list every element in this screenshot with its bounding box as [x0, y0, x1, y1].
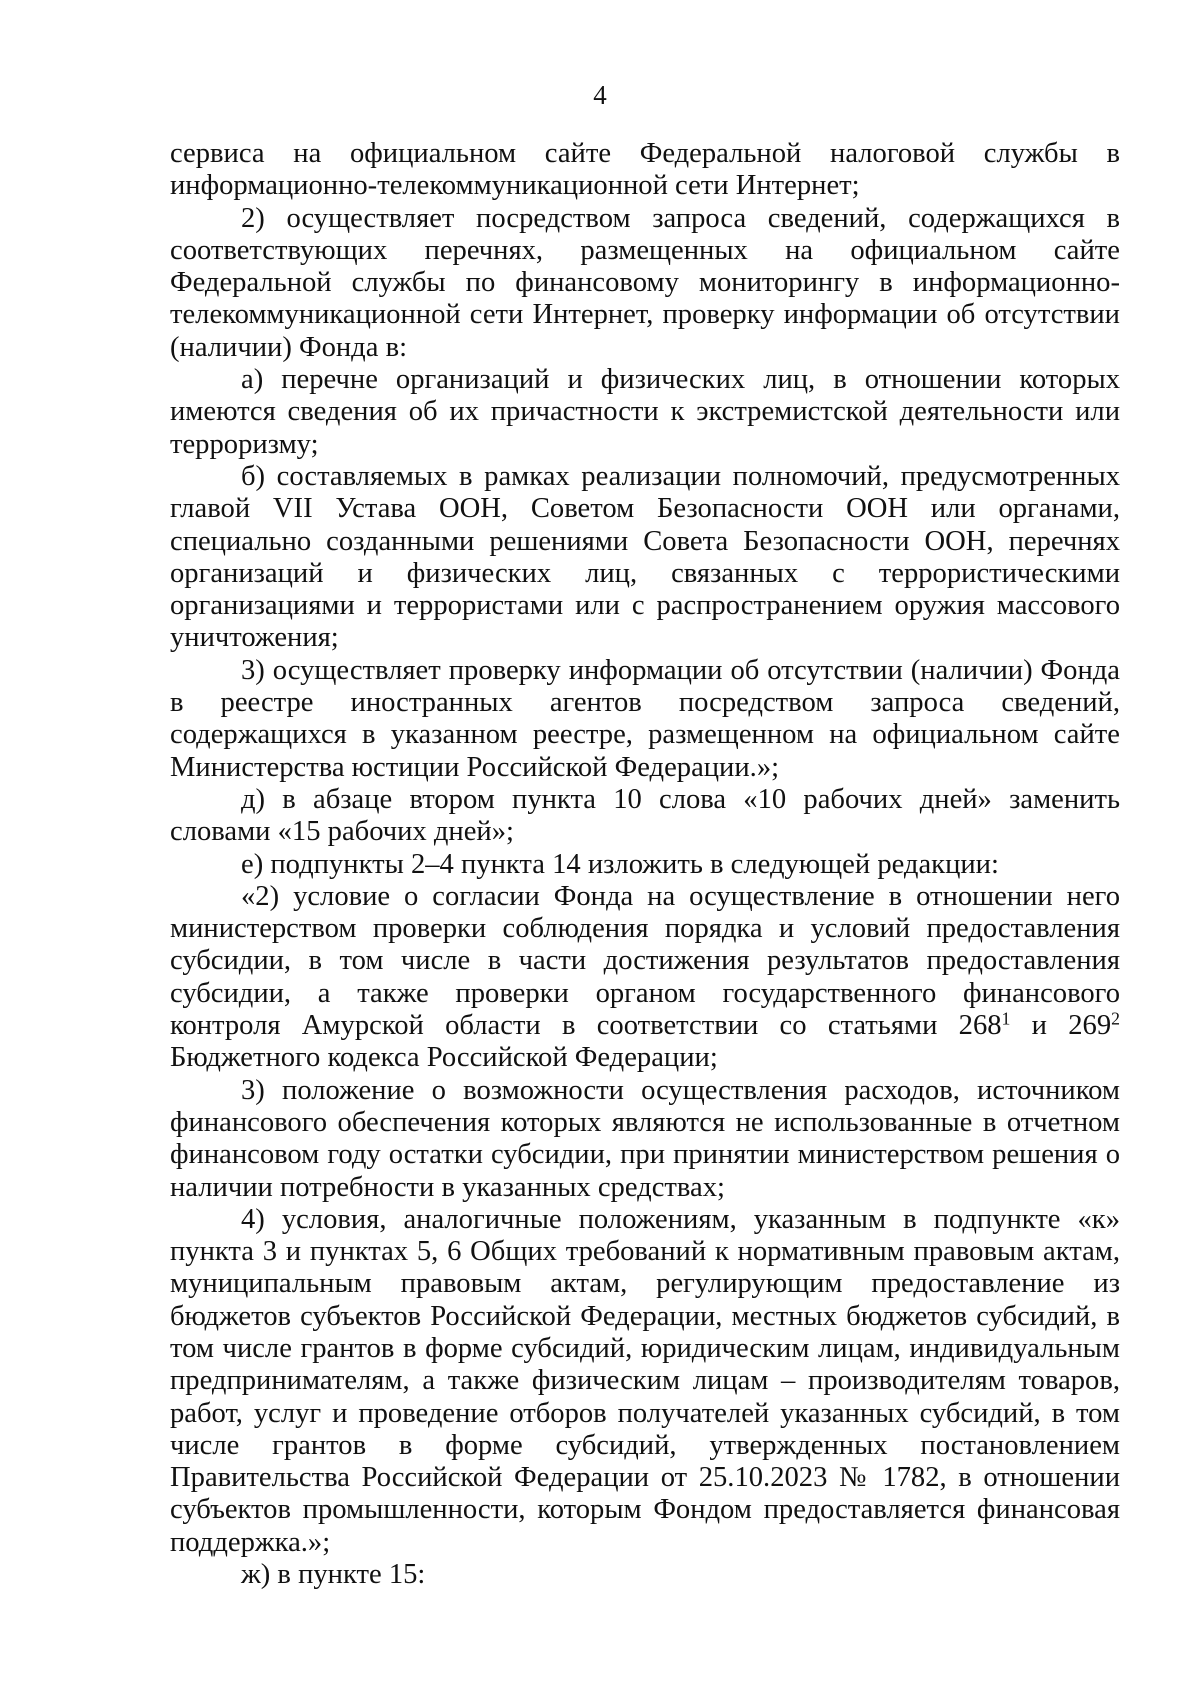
paragraph-continuation: сервиса на официальном сайте Федеральной налоговой службы в информационно-телекоммуникационной сети Интернет;	[170, 138, 1120, 202]
paragraph-item-2: 2) осуществляет посредством запроса сведений, содержащихся в соответствующих перечнях, размещенных на официальном сайте Федеральной службы по финансовому мониторингу в информационно-телекоммуникационной сети Интернет, проверку информации об отсутствии (наличии) Фонда в:	[170, 202, 1120, 363]
paragraph-subitem-a: а) перечне организаций и физических лиц, в отношении которых имеются сведения об их причастности к экстремистской деятельности или терроризму;	[170, 364, 1120, 460]
paragraph-quoted-item-4: 4) условия, аналогичные положениям, указанным в подпункте «к» пункта 3 и пунктах 5, 6 Общих требований к нормативным правовым актам, муниципальным правовым актам, регулирующим предоставление из бюджетов субъектов Российской Федерации, местных бюджетов субсидий, в том числе грантов в форме субсидий, юридическим лицам, индивидуальным предпринимателям, а также физическим лицам – производителям товаров, работ, услуг и проведение отборов получателей указанных субсидий, в том числе грантов в форме субсидий, утвержденных постановлением Правительства Российской Федерации от 25.10.2023 № 1782, в отношении субъектов промышленности, которым Фондом предоставляется финансовая поддержка.»;	[170, 1203, 1120, 1558]
paragraph-subitem-d: д) в абзаце втором пункта 10 слова «10 рабочих дней» заменить словами «15 рабочих дней»;	[170, 783, 1120, 848]
superscript-article-269: 2	[1111, 1008, 1120, 1029]
paragraph-subitem-b: б) составляемых в рамках реализации полномочий, предусмотренных главой VII Устава ООН, Советом Безопасности ООН или органами, специально созданными решениями Совета Безопасности ООН, перечнях организаций и физических лиц, связанных с террористическими организациями и террористами или с распространением оружия массового уничтожения;	[170, 460, 1120, 654]
paragraph-text: «2) условие о согласии Фонда на осуществление в отношении него министерством проверки соблюдения порядка и условий предоставления субсидии, в том числе в части достижения результатов предоставления субсидии, а также проверки органом государственного финансового контроля Амурской области в соответствии со статьями 268	[170, 880, 1120, 1042]
paragraph-quoted-item-3: 3) положение о возможности осуществления расходов, источником финансового обеспечения которых являются не использованные в отчетном финансовом году остатки субсидии, при принятии министерством решения о наличии потребности в указанных средствах;	[170, 1074, 1120, 1203]
document-body	[170, 138, 1120, 1591]
page-number: 4	[593, 80, 607, 110]
paragraph-subitem-e: е) подпункты 2–4 пункта 14 изложить в следующей редакции:	[241, 848, 999, 880]
paragraph-item-3: 3) осуществляет проверку информации об отсутствии (наличии) Фонда в реестре иностранных агентов посредством запроса сведений, содержащихся в указанном реестре, размещенном на официальном сайте Министерства юстиции Российской Федерации.»;	[170, 654, 1120, 783]
paragraph-subitem-zh: ж) в пункте 15:	[241, 1559, 426, 1591]
paragraph-text: Бюджетного кодекса Российской Федерации;	[170, 1042, 718, 1074]
paragraph-text: и 269	[1010, 1010, 1112, 1042]
superscript-article-268: 1	[1001, 1008, 1011, 1029]
paragraph-quoted-item-2	[170, 881, 1120, 1075]
